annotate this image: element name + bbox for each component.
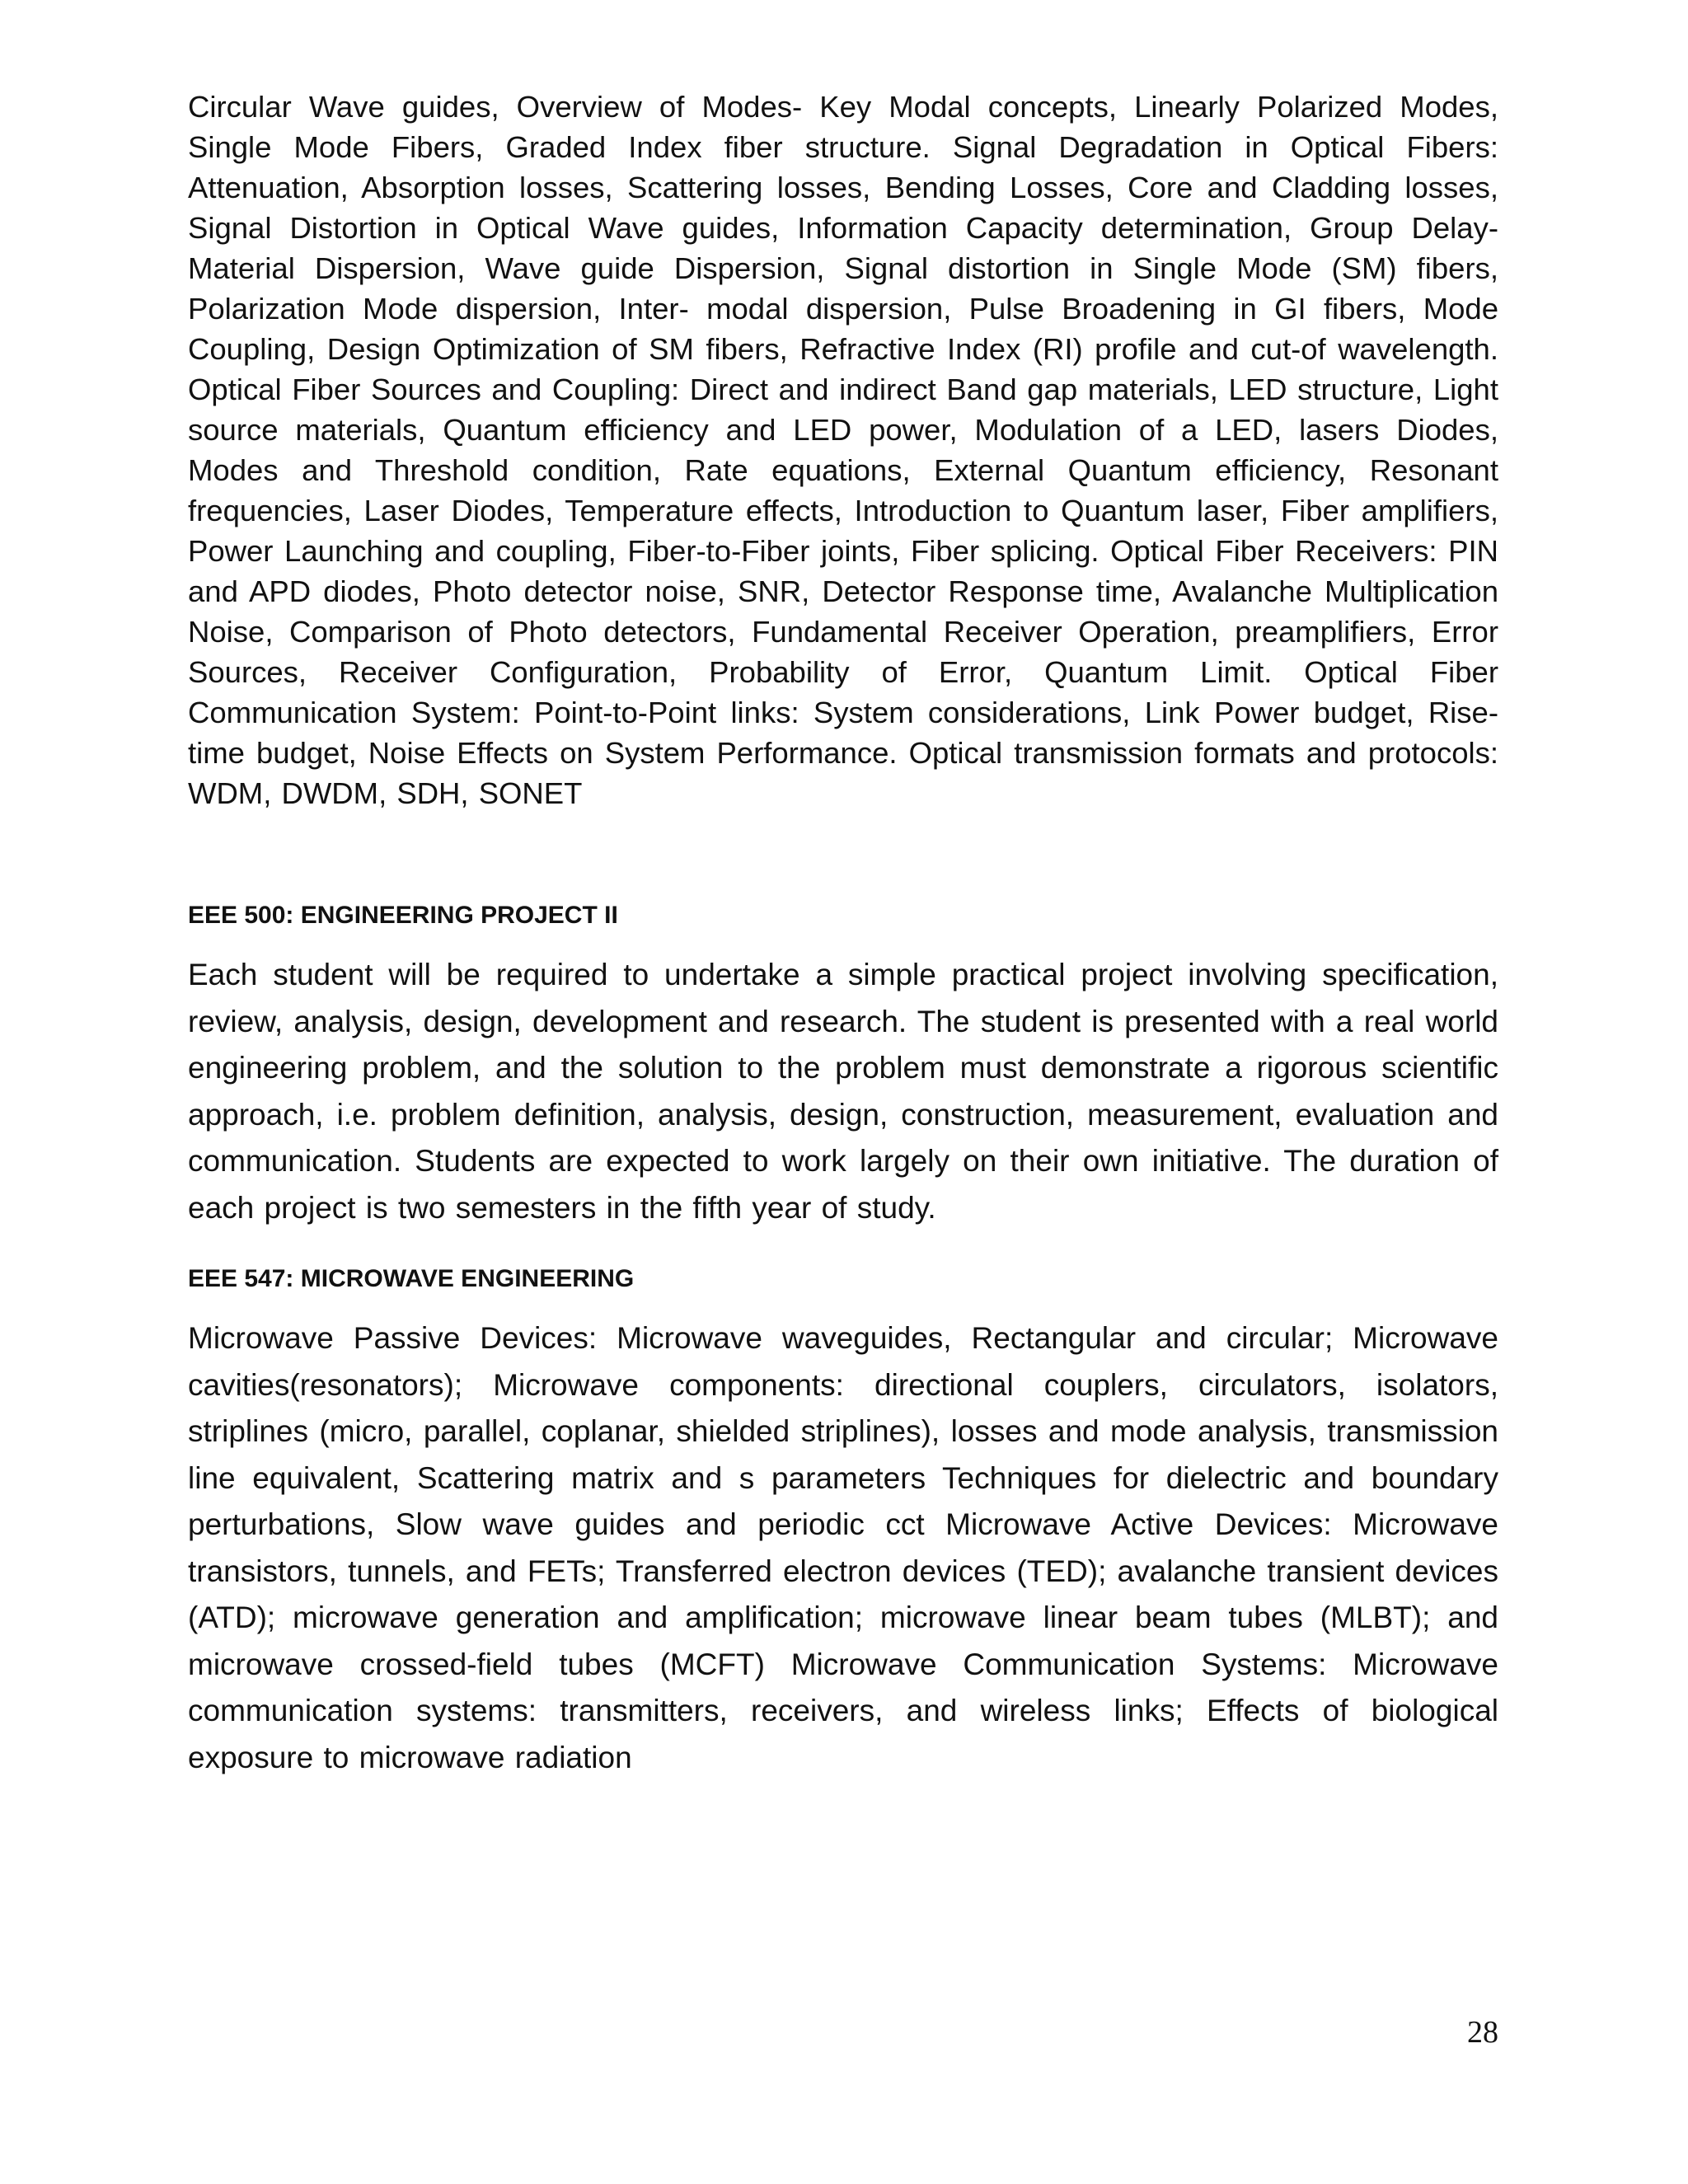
document-page — [188, 87, 1498, 1781]
course-heading-eee-547: EEE 547: MICROWAVE ENGINEERING — [188, 1265, 635, 1292]
course-description-eee-547: Microwave Passive Devices: Microwave waveguides, Rectangular and circular; Microwave cavities(resonators); Microwave components: directional couplers, circulators, isolators, striplines (micro, parallel, coplanar, shielded striplines), losses and mode analysis, transmission line equivalent, Scattering matrix and s parameters Techniques for dielectric and boundary perturbations, Slow wave guides and periodic cct Microwave Active Devices: Microwave transistors, tunnels, and FETs; Transferred electron devices (TED); avalanche transient devices (ATD); microwave generation and amplification; microwave linear beam tubes (MLBT); and microwave crossed-field tubes (MCFT) Microwave Communication Systems: Microwave communication systems: transmitters, receivers, and wireless links; Effects of biological exposure to microwave radiation — [188, 1321, 1498, 1774]
page-number: 28 — [1467, 2015, 1498, 2050]
course-heading-eee-500: EEE 500: ENGINEERING PROJECT II — [188, 902, 618, 929]
intro-paragraph: Circular Wave guides, Overview of Modes- Key Modal concepts, Linearly Polarized Modes, Single Mode Fibers, Graded Index fiber structure. Signal Degradation in Optical Fibers: Attenuation, Absorption losses, Scattering losses, Bending Losses, Core and Cladding losses, Signal Distortion in Optical Wave guides, Information Capacity determination, Group Delay-Material Dispersion, Wave guide Dispersion, Signal distortion in Single Mode (SM) fibers, Polarization Mode dispersion, Inter- modal dispersion, Pulse Broadening in GI fibers, Mode Coupling, Design Optimization of SM fibers, Refractive Index (RI) profile and cut-of wavelength. Optical Fiber Sources and Coupling: Direct and indirect Band gap materials, LED structure, Light source materials, Quantum efficiency and LED power, Modulation of a LED, lasers Diodes, Modes and Threshold condition, Rate equations, External Quantum efficiency, Resonant frequencies, Laser Diodes, Temperature effects, Introduction to Quantum laser, Fiber amplifiers, Power Launching and coupling, Fiber-to-Fiber joints, Fiber splicing. Optical Fiber Receivers: PIN and APD diodes, Photo detector noise, SNR, Detector Response time, Avalanche Multiplication Noise, Comparison of Photo detectors, Fundamental Receiver Operation, preamplifiers, Error Sources, Receiver Configuration, Probability of Error, Quantum Limit. Optical Fiber Communication System: Point-to-Point links: System considerations, Link Power budget, Rise-time budget, Noise Effects on System Performance. Optical transmission formats and protocols: WDM, DWDM, SDH, SONET — [188, 90, 1498, 810]
course-description-eee-500: Each student will be required to undertake a simple practical project involving specification, review, analysis, design, development and research. The student is presented with a real world engineering problem, and the solution to the problem must demonstrate a rigorous scientific approach, i.e. problem definition, analysis, design, construction, measurement, evaluation and communication. Students are expected to work largely on their own initiative. The duration of each project is two semesters in the fifth year of study. — [188, 958, 1498, 1225]
